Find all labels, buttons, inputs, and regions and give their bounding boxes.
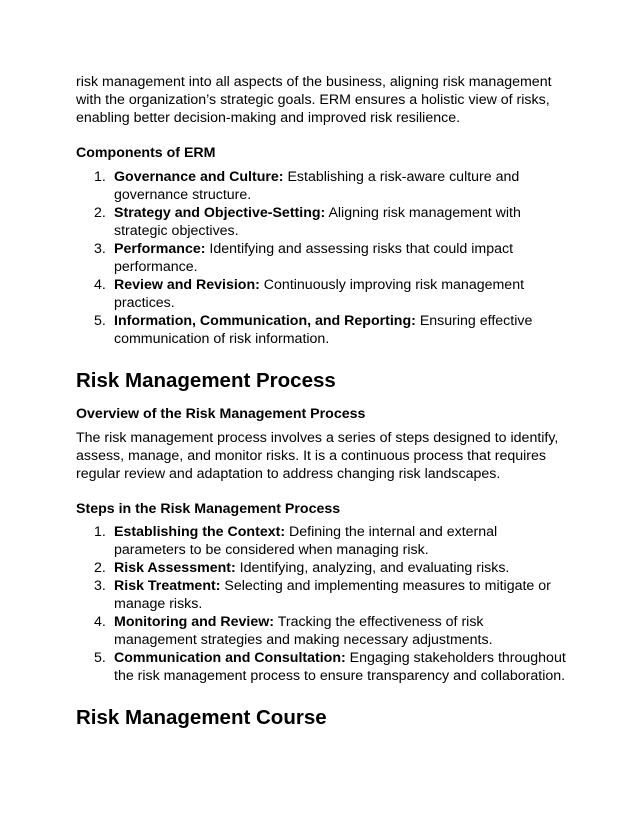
- list-number: 4.: [94, 614, 106, 630]
- list-item-text: Tracking the effectiveness of risk management strategies and making necessary adjustments.: [114, 614, 493, 648]
- erm-components-heading: Components of ERM: [76, 145, 216, 161]
- list-item: [76, 312, 566, 348]
- list-item: [76, 204, 566, 240]
- list-item: [76, 649, 566, 685]
- list-number: 3.: [94, 578, 106, 594]
- list-item-text: Selecting and implementing measures to mitigate or manage risks.: [114, 578, 551, 612]
- list-item: [76, 276, 566, 312]
- list-item: [76, 577, 566, 613]
- list-number: 2.: [94, 560, 106, 576]
- risk-management-course-heading: Risk Management Course: [76, 706, 327, 729]
- list-number: 4.: [94, 277, 106, 293]
- list-item: [76, 613, 566, 649]
- list-number: 1.: [94, 524, 106, 540]
- list-item: [76, 559, 566, 577]
- list-item-text: Identifying and assessing risks that could impact performance.: [114, 241, 514, 275]
- list-item: [76, 240, 566, 276]
- list-number: 1.: [94, 169, 106, 185]
- list-item-text: Ensuring effective communication of risk information.: [114, 313, 533, 347]
- list-item-term: Monitoring and Review:: [114, 614, 275, 630]
- list-number: 5.: [94, 313, 106, 329]
- list-item-term: Strategy and Objective-Setting:: [114, 205, 326, 221]
- list-item-term: Governance and Culture:: [114, 169, 284, 185]
- document-page: [76, 73, 566, 731]
- intro-paragraph: risk management into all aspects of the business, aligning risk management with the organization’s strategic goals. ERM ensures a holistic view of risks, enabling better decision-making and improved risk resilience.: [76, 74, 552, 126]
- process-overview-paragraph: The risk management process involves a series of steps designed to identify, assess, manage, and monitor risks. It is a continuous process that requires regular review and adaptation to address changing risk landscapes.: [76, 430, 559, 482]
- list-item-text: Identifying, analyzing, and evaluating risks.: [235, 560, 510, 576]
- process-steps-heading: Steps in the Risk Management Process: [76, 501, 341, 517]
- list-item-text: Engaging stakeholders throughout the risk management process to ensure transparency and collaboration.: [114, 650, 566, 684]
- list-number: 3.: [94, 241, 106, 257]
- list-item-term: Establishing the Context:: [114, 524, 286, 540]
- list-item-text: Establishing a risk-aware culture and governance structure.: [114, 169, 520, 203]
- list-item-term: Performance:: [114, 241, 206, 257]
- list-item: [76, 523, 566, 559]
- list-number: 5.: [94, 650, 106, 666]
- list-item-term: Information, Communication, and Reporting:: [114, 313, 416, 329]
- list-number: 2.: [94, 205, 106, 221]
- list-item: [76, 168, 566, 204]
- erm-components-list: [76, 168, 566, 348]
- list-item-text: Defining the internal and external parameters to be considered when managing risk.: [114, 524, 498, 558]
- process-steps-list: [76, 523, 566, 685]
- list-item-term: Risk Treatment:: [114, 578, 221, 594]
- list-item-text: Aligning risk management with strategic objectives.: [114, 205, 521, 239]
- list-item-text: Continuously improving risk management practices.: [114, 277, 525, 311]
- process-overview-heading: Overview of the Risk Management Process: [76, 406, 366, 422]
- list-item-term: Risk Assessment:: [114, 560, 236, 576]
- list-item-term: Communication and Consultation:: [114, 650, 346, 666]
- list-item-term: Review and Revision:: [114, 277, 260, 293]
- risk-management-process-heading: Risk Management Process: [76, 369, 336, 392]
